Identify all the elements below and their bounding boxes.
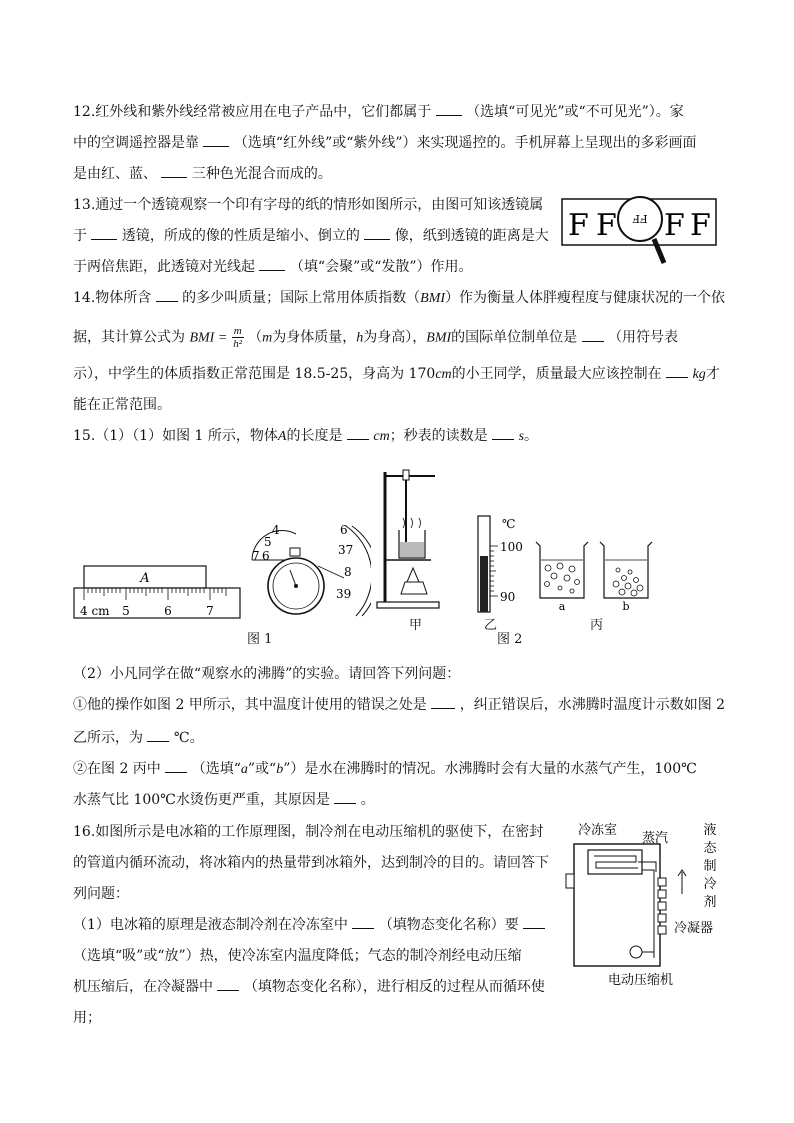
answer-blank[interactable]	[431, 695, 455, 709]
thermo-unit: ℃	[502, 517, 516, 531]
boiling-apparatus	[375, 462, 447, 614]
answer-blank[interactable]	[147, 728, 169, 742]
text: 三种色光混合而成的。	[191, 166, 332, 182]
text: a	[240, 762, 248, 777]
text: BMI	[426, 330, 452, 346]
stopwatch-crown	[290, 548, 300, 556]
answer-blank[interactable]	[352, 915, 374, 929]
text: （用符号表	[608, 329, 679, 346]
small-dial-label: 5	[264, 535, 272, 549]
text: 的国际单位制单位是	[451, 329, 578, 346]
q16-line-2	[73, 853, 549, 873]
q14-line-4	[73, 395, 171, 415]
text: （1）电冰箱的原理是液态制冷剂在冷冻室中	[73, 917, 348, 933]
text: 据，其计算公式为	[73, 329, 185, 346]
q15-line-p4	[73, 728, 204, 748]
ruler-tick-label: 4 cm	[80, 604, 110, 618]
text: （选填“吸”或“放”）热，使冷冻室内温度降低；气态的制冷剂经电动压缩	[73, 948, 522, 964]
text: 的管道内循环流动，将冰箱内的热量带到冰箱外，达到制冷的目的。请回答下	[73, 855, 549, 871]
text: 为身高），	[363, 329, 427, 346]
figure-1-caption: 图 1	[247, 632, 273, 647]
lens-figure	[560, 195, 720, 270]
thermometer-ticks	[490, 546, 498, 596]
answer-blank[interactable]	[156, 288, 178, 302]
label-liquid: 剂	[703, 895, 717, 910]
text: 的长度是	[286, 428, 343, 444]
text: 12.红外线和紫外线经常被应用在电子产品中，它们都属于	[73, 104, 432, 120]
q16-line-6	[73, 977, 545, 997]
answer-blank[interactable]	[492, 426, 514, 440]
text: ）作为衡量人体胖瘦程度与健康状况的一个依	[445, 290, 726, 306]
large-dial-label: 8	[344, 565, 352, 579]
label-liquid: 液	[703, 823, 717, 838]
ruler-tick-label: 7	[206, 604, 214, 618]
answer-blank[interactable]	[347, 426, 369, 440]
q14-line-1	[73, 288, 725, 309]
q13-line-1	[73, 195, 543, 215]
text: （选填“可见光”或“不可见光”）。家	[466, 104, 684, 120]
large-dial-label: 37	[338, 543, 354, 557]
text: ”或“	[247, 761, 277, 777]
text: A	[277, 429, 287, 444]
text: ”）是水在沸腾时的情况。水沸腾时会有大量的水蒸气产生，100℃	[283, 761, 697, 777]
q13-line-2	[73, 226, 549, 246]
answer-blank[interactable]	[165, 759, 187, 773]
mercury-column	[480, 556, 488, 612]
beaker-b	[600, 542, 652, 598]
text: 机压缩后，在冷凝器中	[73, 979, 213, 995]
q12-line-3	[73, 164, 332, 184]
label-bing: 丙	[590, 618, 604, 633]
fridge-handle	[566, 874, 574, 888]
text: 16.如图所示是电冰箱的工作原理图，制冷剂在电动压缩机的驱使下，在密封	[73, 824, 544, 840]
answer-blank[interactable]	[203, 133, 229, 147]
q15-line-1	[73, 426, 538, 447]
lens-image-text: FF	[632, 212, 648, 225]
text: 才	[705, 366, 720, 382]
label-liquid: 制	[703, 859, 717, 874]
text: m	[262, 330, 273, 346]
text: BMI	[420, 291, 446, 306]
text: ℃。	[173, 730, 204, 746]
text: 。	[524, 428, 539, 444]
label-compressor: 电动压缩机	[608, 973, 674, 988]
q14-line-2	[73, 325, 678, 350]
text: 透镜，所成的像的性质是缩小、倒立的	[121, 228, 360, 244]
beaker-a	[536, 542, 588, 598]
text: h	[356, 330, 364, 346]
answer-blank[interactable]	[582, 328, 604, 342]
formula-numerator: m	[233, 325, 242, 337]
small-dial-label: 7	[252, 549, 260, 563]
water	[400, 542, 424, 557]
text: ，纠正错误后，水沸腾时温度计示数如图 2	[459, 697, 726, 713]
text: （填“会聚”或“发散”）作用。	[289, 259, 473, 275]
stopwatch-pivot	[294, 584, 298, 588]
large-dial-label: 39	[336, 587, 352, 601]
text: 像，纸到透镜的距离是大	[394, 228, 549, 244]
alcohol-lamp	[401, 582, 427, 594]
large-dial-arc-outer	[352, 526, 371, 616]
q16-line-1	[73, 822, 543, 842]
label-vapor: 蒸汽	[642, 831, 669, 846]
beaker-a-label: a	[558, 600, 566, 613]
q16-line-7	[73, 1008, 101, 1028]
object-a-label: A	[140, 571, 150, 586]
text: 中的空调遥控器是靠	[73, 135, 199, 151]
letter-f-3: F	[664, 208, 685, 243]
text: （2）小凡同学在做“观察水的沸腾”的实验。请回答下列问题：	[73, 666, 461, 682]
condenser-coils	[658, 878, 666, 934]
q12-line-2	[73, 133, 697, 153]
q16-line-5	[73, 946, 522, 966]
bubbles-a	[545, 563, 580, 593]
text: 于两倍焦距，此透镜对光线起	[73, 259, 255, 275]
beakers-figure	[532, 538, 662, 616]
answer-blank[interactable]	[217, 977, 239, 991]
text: 示），中学生的体质指数正常范围是 18.5-25，身高为 170	[73, 366, 436, 382]
text: （选填“	[191, 761, 241, 777]
text: 的小王同学，质量最大应该控制在	[451, 366, 662, 382]
small-dial-label: 4	[272, 523, 280, 537]
q13-line-3	[73, 257, 473, 277]
text: 是由红、蓝、	[73, 166, 157, 182]
beaker-b-label: b	[622, 600, 630, 613]
letter-f-2: F	[596, 208, 617, 243]
letter-f-1: F	[568, 208, 589, 243]
text: kg	[692, 367, 706, 382]
text: （填物态变化名称），进行相反的过程从而循环使	[243, 979, 545, 995]
bubbles-b	[613, 568, 643, 596]
answer-blank[interactable]	[436, 102, 462, 116]
q12-line-1	[73, 102, 684, 122]
label-liquid: 态	[703, 841, 717, 856]
answer-blank[interactable]	[161, 164, 187, 178]
answer-blank[interactable]	[334, 790, 356, 804]
formula-denominator: h²	[233, 338, 243, 350]
text: ①他的操作如图 2 甲所示，其中温度计使用的错误之处是	[73, 697, 427, 713]
answer-blank[interactable]	[666, 364, 688, 378]
compressor	[630, 946, 642, 958]
formula-fraction	[232, 325, 244, 350]
text: 用；	[73, 1010, 101, 1026]
thermometer-figure	[470, 514, 530, 614]
q16-line-4	[73, 915, 545, 935]
text: 为身体质量，	[272, 329, 357, 346]
ruler-figure	[72, 560, 244, 622]
text: （选填“红外线”或“紫外线”）来实现遥控的。手机屏幕上呈现出的多彩画面	[233, 135, 697, 151]
answer-blank[interactable]	[259, 257, 285, 271]
letter-f-4: F	[690, 208, 711, 243]
text: 的多少叫质量；国际上常用体质指数（	[182, 290, 421, 306]
text: s	[518, 429, 525, 444]
figure-2-caption: 图 2	[497, 632, 523, 647]
text: 能在正常范围。	[73, 397, 171, 413]
label-freezer: 冷冻室	[578, 823, 618, 838]
text: 水蒸气比 100℃水烫伤更严重，其原因是	[73, 792, 330, 808]
q15-part2-intro	[73, 664, 460, 684]
text: 13.通过一个透镜观察一个印有字母的纸的情形如图所示，由图可知该透镜属	[73, 197, 544, 213]
label-liquid: 冷	[703, 877, 717, 892]
q15-line-p3	[73, 695, 725, 715]
stopwatch-figure	[246, 520, 371, 622]
text: 。	[360, 792, 375, 808]
q15-line-p5	[73, 759, 697, 780]
q15-line-p6	[73, 790, 375, 810]
large-dial-label: 6	[340, 523, 348, 537]
answer-blank[interactable]	[523, 915, 545, 929]
small-dial-label: 6	[262, 549, 270, 563]
thermo-label-100: 100	[500, 540, 523, 554]
label-jia: 甲	[409, 618, 423, 633]
text: ；秒表的读数是	[389, 428, 488, 444]
q14-line-3	[73, 364, 720, 385]
answer-blank[interactable]	[91, 226, 117, 240]
text: （	[248, 329, 263, 346]
text: ②在图 2 丙中	[73, 761, 161, 777]
text: 14.物体所含	[73, 290, 152, 306]
burner-flame	[407, 568, 419, 582]
text: 列问题：	[73, 886, 129, 902]
q16-line-3	[73, 884, 129, 904]
text: 乙所示，为	[73, 730, 143, 746]
label-condenser: 冷凝器	[674, 921, 714, 936]
text: 于	[73, 228, 87, 244]
clamp	[403, 470, 409, 480]
stand-base	[377, 602, 439, 608]
ruler-tick-label: 6	[164, 604, 172, 618]
text: cm	[373, 429, 390, 444]
text: b	[276, 762, 284, 777]
text: （填物态变化名称）要	[378, 917, 519, 933]
label-yi: 乙	[484, 618, 498, 633]
fridge-figure	[562, 818, 728, 990]
formula-lhs: BMI =	[189, 330, 228, 346]
thermo-label-90: 90	[500, 590, 516, 604]
ruler-tick-label: 5	[122, 604, 130, 618]
answer-blank[interactable]	[364, 226, 390, 240]
text: 15.（1）（1）如图 1 所示，物体	[73, 428, 278, 444]
text: cm	[435, 367, 452, 382]
